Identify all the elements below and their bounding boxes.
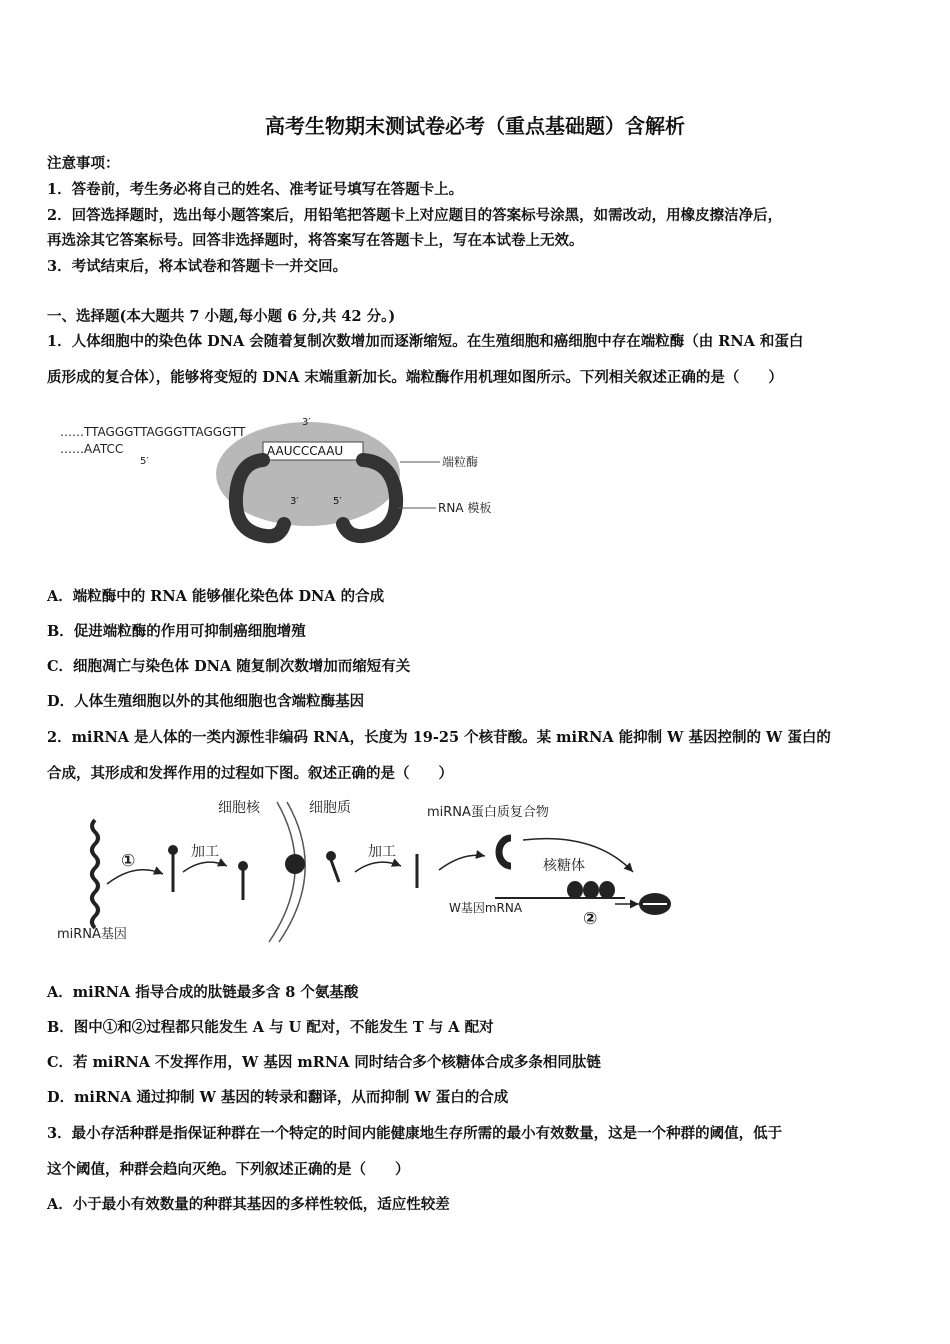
label-inner-5prime: 5′ — [333, 496, 342, 507]
q3-stem: 这个阈值，种群会趋向灭绝。下列叙述正确的是（ ） — [47, 1161, 410, 1178]
label-telomerase: 端粒酶 — [442, 455, 479, 469]
q3-stem: 3．最小存活种群是指保证种群在一个特定的时间内能健康地生存所需的最小有效数量，这是一个种群的阈值，低于 — [47, 1125, 783, 1142]
q1-stem: 1．人体细胞中的染色体 DNA 会随着复制次数增加而逐渐缩短。在生殖细胞和癌细胞中存在端粒酶（由 RNA 和蛋白 — [47, 333, 804, 350]
label-mirna-gene: miRNA基因 — [57, 927, 127, 942]
mirna-figure — [55, 792, 695, 947]
q3-option-a: A．小于最小有效数量的种群其基因的多样性较低，适应性较差 — [47, 1196, 450, 1213]
label-process-1: 加工 — [191, 844, 219, 860]
exported-pre-mirna — [331, 860, 339, 882]
mirna-gene-dna — [92, 820, 98, 928]
q1-option-d: D．人体生殖细胞以外的其他细胞也含端粒酶基因 — [47, 693, 365, 710]
step-2: ② — [583, 909, 598, 929]
dna-top-strand: ……TTAGGGTTAGGGTTAGGGTT — [60, 425, 246, 439]
pri-mirna-loop — [168, 845, 178, 855]
mirna-protein-complex — [499, 838, 511, 866]
arrow-complex — [439, 855, 485, 870]
label-w-mrna: W基因mRNA — [449, 901, 523, 915]
pre-mirna-loop — [238, 861, 248, 871]
q2-option-c: C．若 miRNA 不发挥作用，W 基因 mRNA 同时结合多个核糖体合成多条相同肽链 — [47, 1054, 601, 1071]
ribosome — [599, 881, 615, 899]
label-rna-template: RNA 模板 — [438, 501, 492, 515]
telomerase-figure — [58, 412, 528, 552]
notice-item: 3．考试结束后，将本试卷和答题卡一并交回。 — [47, 258, 348, 275]
arrow-process-2 — [355, 862, 401, 872]
notice-heading: 注意事项： — [47, 155, 120, 172]
label-ribosome: 核糖体 — [543, 858, 585, 874]
label-inner-3prime: 3′ — [290, 496, 299, 507]
section-heading: 一、选择题(本大题共 7 小题,每小题 6 分,共 42 分。) — [47, 308, 396, 325]
q1-option-c: C．细胞凋亡与染色体 DNA 随复制次数增加而缩短有关 — [47, 658, 411, 675]
nuclear-pore — [285, 854, 305, 874]
notice-item: 1．答卷前，考生务必将自己的姓名、准考证号填写在答题卡上。 — [47, 181, 464, 198]
label-process-2: 加工 — [368, 844, 396, 860]
exported-loop — [326, 851, 336, 861]
label-5prime: 5′ — [140, 456, 149, 467]
label-nucleus: 细胞核 — [218, 800, 260, 816]
q2-option-d: D．miRNA 通过抑制 W 基因的转录和翻译，从而抑制 W 蛋白的合成 — [47, 1089, 509, 1106]
q1-stem: 质形成的复合体），能够将变短的 DNA 末端重新加长。端粒酶作用机理如图所示。下列相关叙述正确的是（ ） — [47, 369, 783, 386]
notice-item: 2．回答选择题时，选出每小题答案后，用铅笔把答题卡上对应题目的答案标号涂黑，如需改动，用橡皮擦洁净后， — [47, 207, 783, 224]
ribosome — [583, 881, 599, 899]
label-complex: miRNA蛋白质复合物 — [427, 805, 549, 820]
q2-stem: 2．miRNA 是人体的一类内源性非编码 RNA，长度为 19-25 个核苷酸。某 miRNA 能抑制 W 基因控制的 W 蛋白的 — [47, 729, 831, 746]
dna-bottom-strand: ……AATCC — [60, 442, 124, 456]
notice-item: 再选涂其它答案标号。回答非选择题时，将答案写在答题卡上，写在本试卷上无效。 — [47, 232, 584, 249]
arrow-process-1 — [183, 862, 227, 872]
label-3prime: 3′ — [302, 417, 311, 428]
q1-option-a: A．端粒酶中的 RNA 能够催化染色体 DNA 的合成 — [47, 588, 385, 605]
q2-option-b: B．图中①和②过程都只能发生 A 与 U 配对，不能发生 T 与 A 配对 — [47, 1019, 494, 1036]
page-title: 高考生物期末测试卷必考（重点基础题）含解析 — [265, 114, 685, 138]
q2-stem: 合成，其形成和发挥作用的过程如下图。叙述正确的是（ ） — [47, 765, 453, 782]
arrow-transcription — [107, 870, 163, 884]
q2-option-a: A．miRNA 指导合成的肽链最多含 8 个氨基酸 — [47, 984, 359, 1001]
template-sequence: AAUCCCAAU — [267, 444, 344, 458]
q1-option-b: B．促进端粒酶的作用可抑制癌细胞增殖 — [47, 623, 306, 640]
step-1: ① — [121, 851, 136, 871]
ribosome — [567, 881, 583, 899]
label-cytoplasm: 细胞质 — [309, 800, 351, 816]
